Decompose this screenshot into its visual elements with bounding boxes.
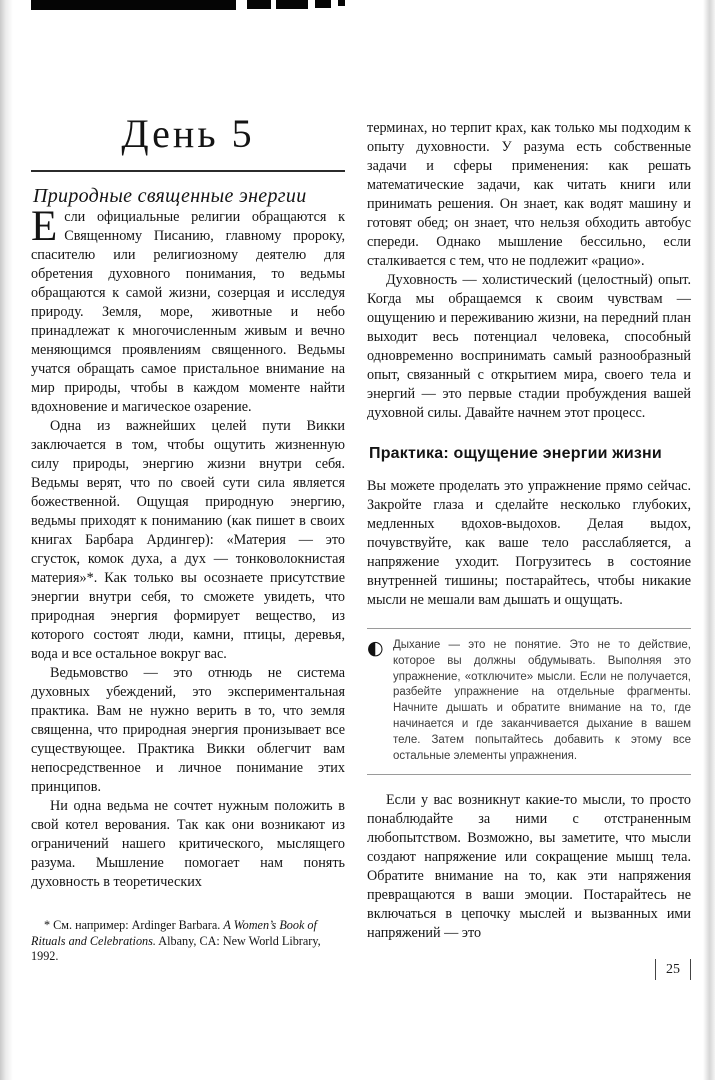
scan-artifact [338, 0, 345, 6]
footnote-publisher: Albany, CA: New World Library, 1992. [31, 933, 321, 963]
drop-cap: Е [31, 203, 58, 250]
right-paragraph-2: Духовность — холистический (целостный) опыт. Когда мы обращаемся к своим чувствам — ощущению и переживанию жизни, на передний план выходит весь потенциал человека, способный одновременно воспринимать самый разнообразный опыт, связанный с открытием мира, своего тела и энергий — это первые стадии пробуждения вашей духовной силы. Давайте начнем этот процесс. [367, 272, 691, 421]
left-paragraph-1-text: сли официальные религии обращаются к Священному Писанию, главному пророку, спасителю или религиозному деятелю для обретения духовного понимания, то ведьмы обращаются к самой жизни, созерцая и исследуя природу. Земля, море, животные и небо принадлежат к многочисленным живым и вечно меняющимся проявлениям священного. Ведьмы учатся обращать самое пристальное внимание на мир природы, чтобы в каждом моменте найти вдохновение и магическое озарение. [31, 209, 345, 415]
scan-artifact [315, 0, 331, 8]
footnote [31, 918, 345, 965]
page-number-row [367, 959, 691, 980]
right-column [367, 112, 691, 980]
page-content [31, 112, 691, 980]
left-paragraph-3: Ведьмовство — это отнюдь не система духовных убеждений, это экспериментальная практика. Вам не нужно верить в то, что земля священна, что природная энергия пронизывает все существующее. Практика Викки облегчит вам непосредственное и личное понимание этих принципов. [31, 665, 345, 795]
practice-heading: Практика: ощущение энергии жизни [369, 445, 662, 462]
footnote-text: * См. например: Ardinger Barbara. [44, 918, 224, 932]
note-text: Дыхание — это не понятие. Это не то действие, которое вы должны обдумывать. Выполняя это упражнение, «отключите» мысли. Если не получается, разбейте упражнение на отдельные фрагменты. Начните дышать и обратите внимание на то, где начинается и где заканчивается дыхание в вашем теле. Затем попытайтесь добавить к этому все остальные элементы упражнения. [393, 639, 691, 762]
page-edge-right [703, 0, 715, 1080]
scan-artifact [276, 0, 308, 9]
scan-artifact [247, 0, 271, 9]
left-column [31, 112, 345, 980]
page-number: 25 [655, 959, 691, 980]
left-paragraph-4: Ни одна ведьма не сочтет нужным положить в свой котел верования. Так как они возникают из ограничений нашего критического, мыслящего разума. Мышление помогает нам понять духовность в теоретических [31, 798, 345, 890]
right-paragraph-4: Если у вас возникнут какие-то мысли, то просто понаблюдайте за ними с отстраненным любопытством. Возможно, вы заметите, что мысли создают напряжение или сокращение мышц тела. Обратите внимание на то, как эти напряжения превращаются в ваши эмоции. Постарайтесь не включаться в цепочку мыслей и вызванных ими напряжений — это [367, 792, 691, 942]
footnote-book-title: A Women’s Book of Rituals and Celebrations. [31, 918, 317, 948]
left-paragraph-2: Одна из важнейших целей пути Викки заключается в том, чтобы ощутить жизненную силу природы, энергию жизни внутри себя. Ведьмы верят, что по своей сути сила является божественной. Ощущая природную энергию, ведьмы приходят к пониманию (как пишет в своих книгах Барбара Ардингер): «Материя — это сгусток, комок духа, а дух — тонковолокнистая материя»*. Как только вы осознаете присутствие энергии внутри себя, то сможете увидеть, что природная энергия формирует вещество, из которого состоят люди, камни, птицы, деревья, вода и все остальное вокруг вас. [31, 418, 345, 662]
right-paragraph-1: терминах, но терпит крах, как только мы подходим к опыту духовности. У разума есть собственные задачи и сферы применения: как решать математические задачи, как читать книги или принимать решения. Он знает, как водят машину и готовят обед; он знает, что нельзя обходить автобус спереди. Однако мышление бессильно, если сталкивается с тем, что не подлежит «рацио». [367, 120, 691, 269]
left-paragraph-1 [31, 203, 345, 417]
moon-icon: ◐ [367, 637, 384, 659]
title-rule [31, 170, 345, 172]
chapter-subtitle: Природные священные энергии [33, 185, 307, 207]
note-box [367, 628, 691, 775]
right-paragraph-3: Вы можете проделать это упражнение прямо сейчас. Закройте глаза и сделайте несколько глубоких, медленных вдохов-выдохов. Делая выдох, почувствуйте, как ваше тело расслабляется, а напряжение уходит. Погрузитесь в состояние внутренней тишины; постарайтесь, чтобы никакие мысли не мешали вам дышать и ощущать. [367, 478, 691, 608]
chapter-title: День 5 [121, 111, 255, 156]
page-edge-left [0, 0, 13, 1080]
scan-artifact [31, 0, 236, 10]
